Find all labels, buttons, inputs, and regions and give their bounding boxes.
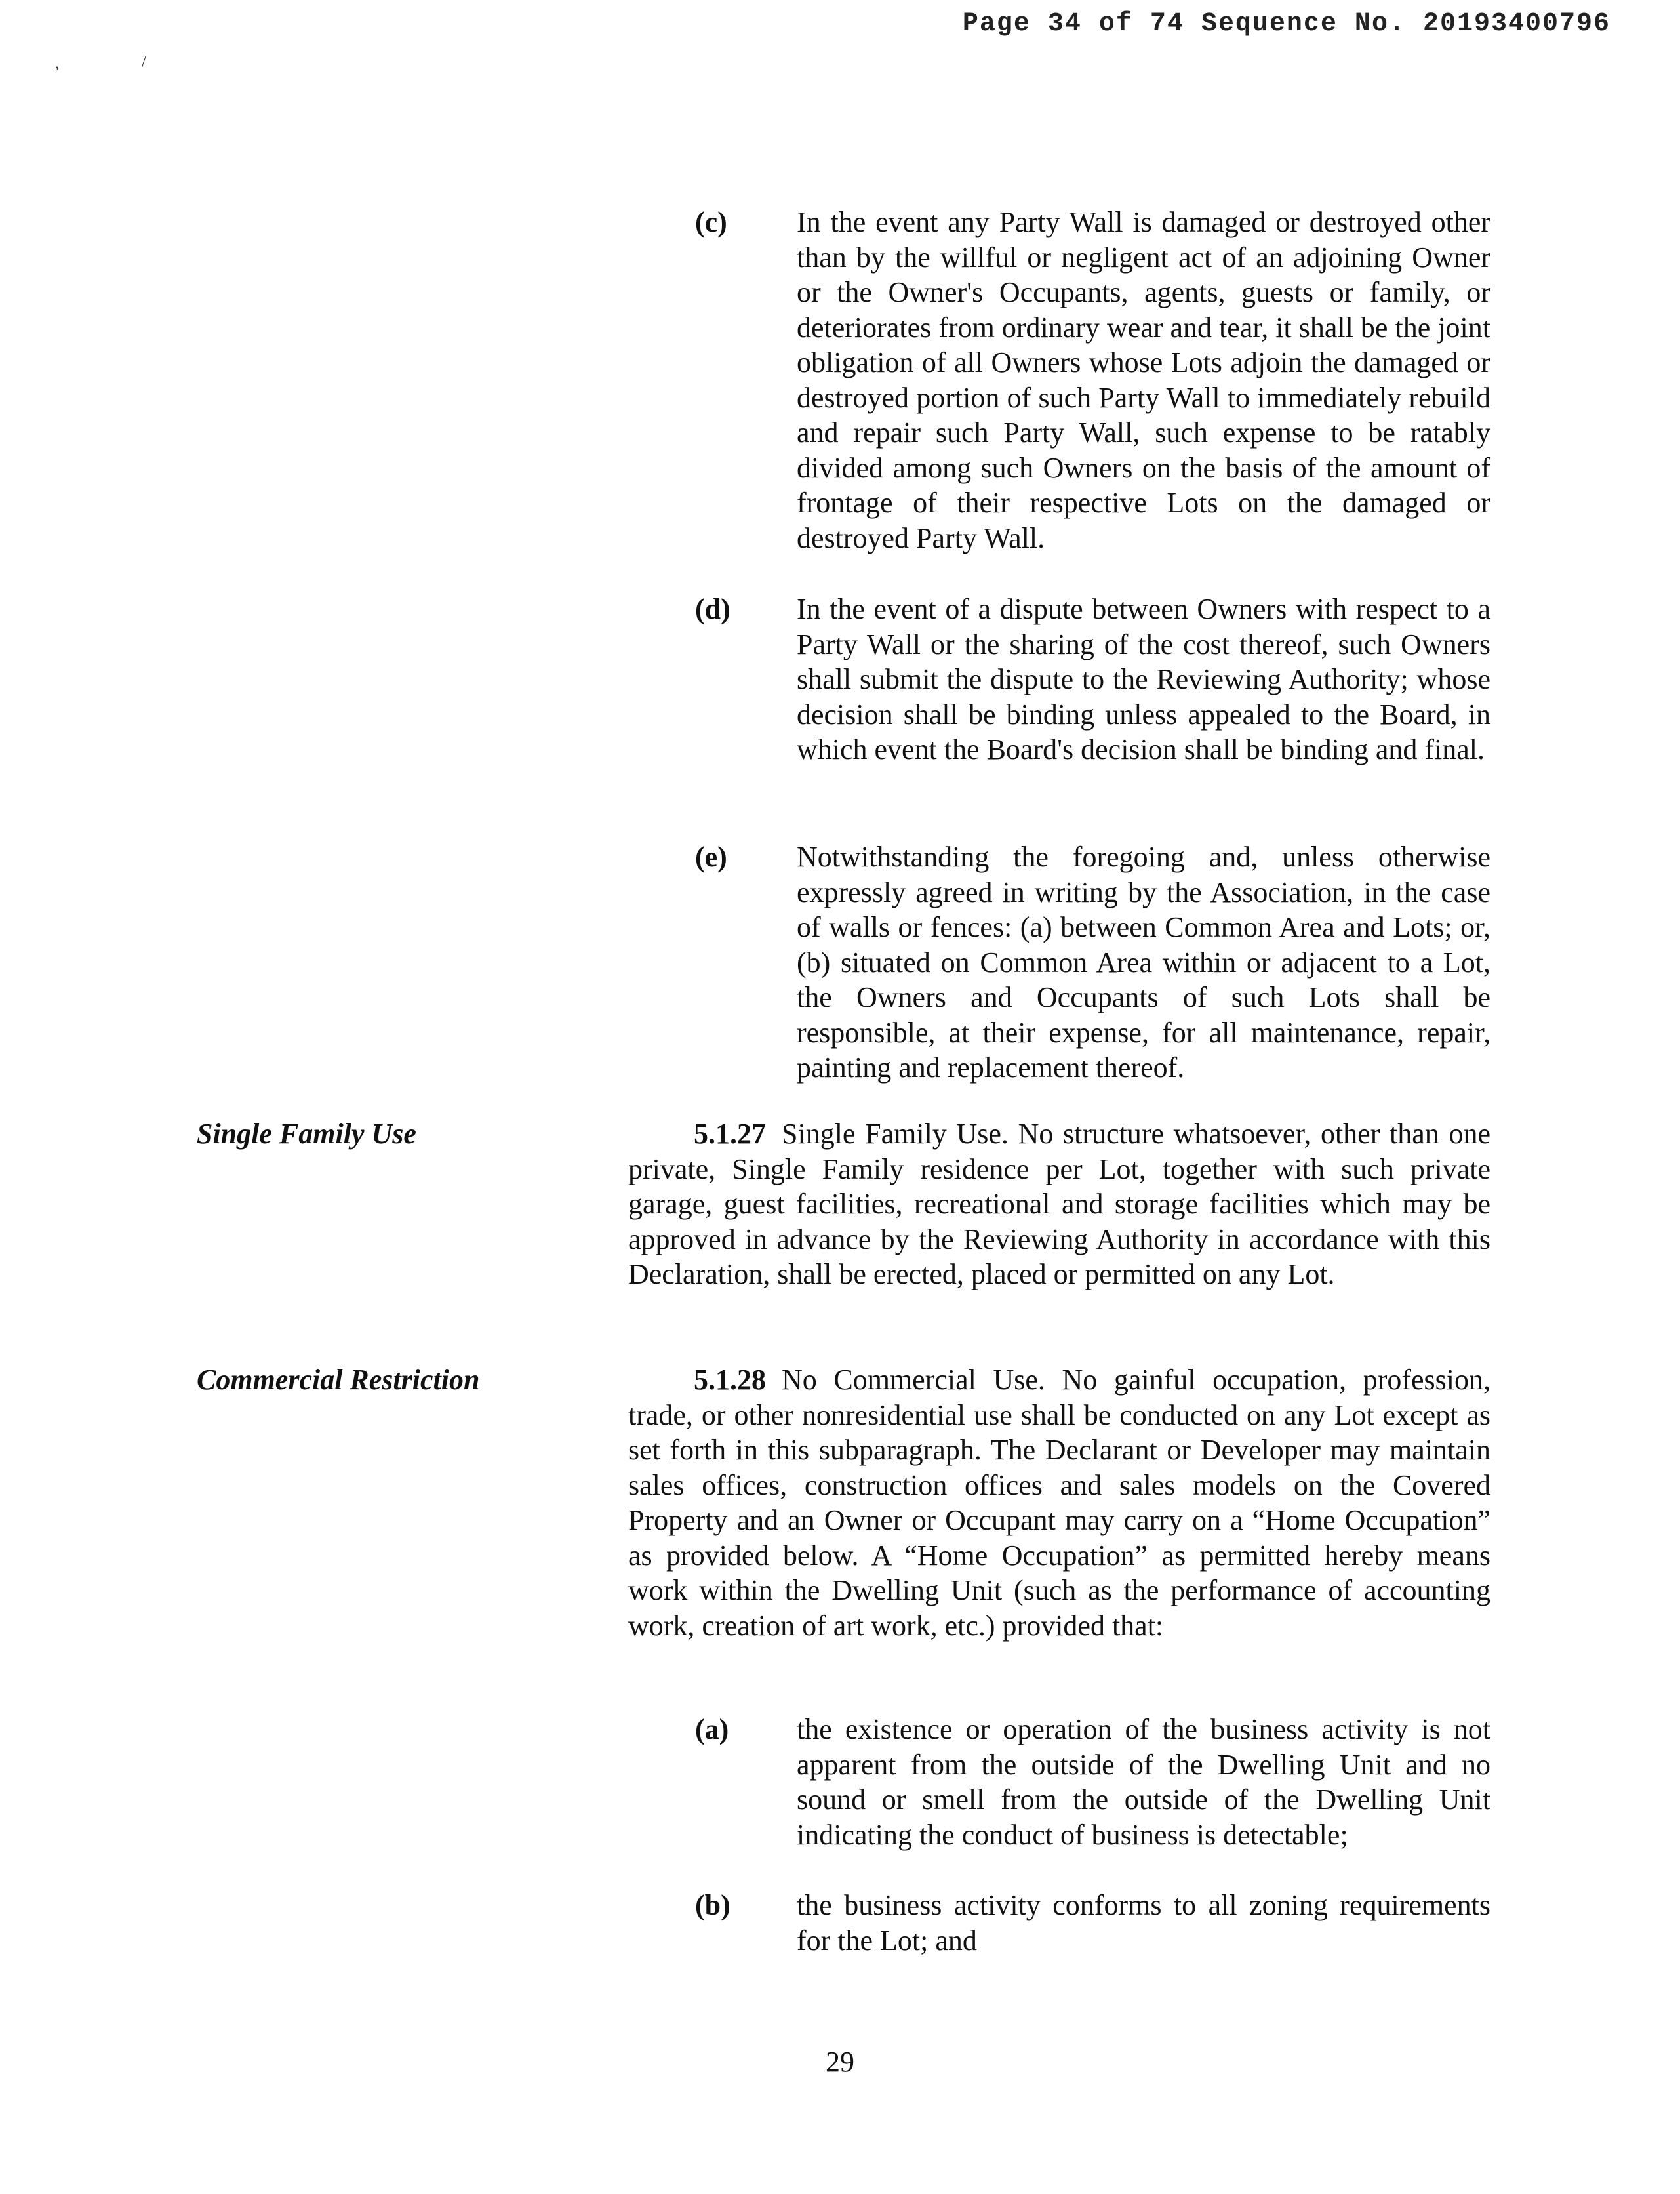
subsection-text: the existence or operation of the business activity is not apparent from the outside of the Dwelling Unit and no sound or smell from the outside of the Dwelling Unit indicating the conduct of business is detectable;: [797, 1713, 1490, 1851]
section-text: No Commercial Use. No gainful occupation, profession, trade, or other nonresidential use shall be conducted on any Lot except as set forth in this subparagraph. The Declarant or Developer may maintain sales offices, construction offices and sales models on the Covered Property and an Owner or Occupant may carry on a “Home Occupation” as provided below. A “Home Occupation” as permitted hereby means work within the Dwelling Unit (such as the performance of accounting work, creation of art work, etc.) provided that:: [628, 1364, 1490, 1642]
section-5-1-28: [628, 1362, 1490, 1643]
subsection-text: In the event any Party Wall is damaged or destroyed other than by the willful or negligent act of an adjoining Owner or the Owner's Occupants, agents, guests or family, or deteriorates from ordinary wear and tear, it shall be the joint obligation of all Owners whose Lots adjoin the damaged or destroyed portion of such Party Wall to immediately rebuild and repair such Party Wall, such expense to be ratably divided among such Owners on the basis of the amount of frontage of their respective Lots on the damaged or destroyed Party Wall.: [797, 206, 1490, 554]
subsection-text: Notwithstanding the foregoing and, unless otherwise expressly agreed in writing by the Association, in the case of walls or fences: (a) between Common Area and Lots; or, (b) situated on Common Area within or adjacent to a Lot, the Owners and Occupants of such Lots shall be responsible, at their expense, for all maintenance, repair, painting and replacement thereof.: [797, 841, 1490, 1084]
subsection-label: (d): [695, 593, 730, 625]
subsection-label: (c): [695, 206, 727, 238]
section-number: 5.1.27: [694, 1118, 766, 1150]
section-number: 5.1.28: [694, 1364, 766, 1396]
subsection-label: (a): [695, 1713, 729, 1745]
section-5-1-27: [628, 1116, 1490, 1292]
side-heading-commercial: Commercial Restriction: [197, 1364, 480, 1396]
page-header: Page 34 of 74 Sequence No. 20193400796: [962, 9, 1610, 39]
subsection-text: In the event of a dispute between Owners with respect to a Party Wall or the sharing of the cost thereof, such Owners shall submit the dispute to the Reviewing Authority; whose decision shall be binding unless appealed to the Board, in which event the Board's decision shall be binding and final.: [797, 593, 1490, 765]
subsection-text: the business activity conforms to all zoning requirements for the Lot; and: [797, 1889, 1490, 1957]
side-heading-single-family: Single Family Use: [197, 1118, 416, 1150]
subsection-label: (e): [695, 841, 727, 873]
section-text: Single Family Use. No structure whatsoever, other than one private, Single Family residence per Lot, together with such private garage, guest facilities, recreational and storage facilities which may be approved in advance by the Reviewing Authority in accordance with this Declaration, shall be erected, placed or permitted on any Lot.: [628, 1118, 1490, 1290]
page-number: 29: [826, 2046, 854, 2078]
subsection-label: (b): [695, 1889, 730, 1921]
